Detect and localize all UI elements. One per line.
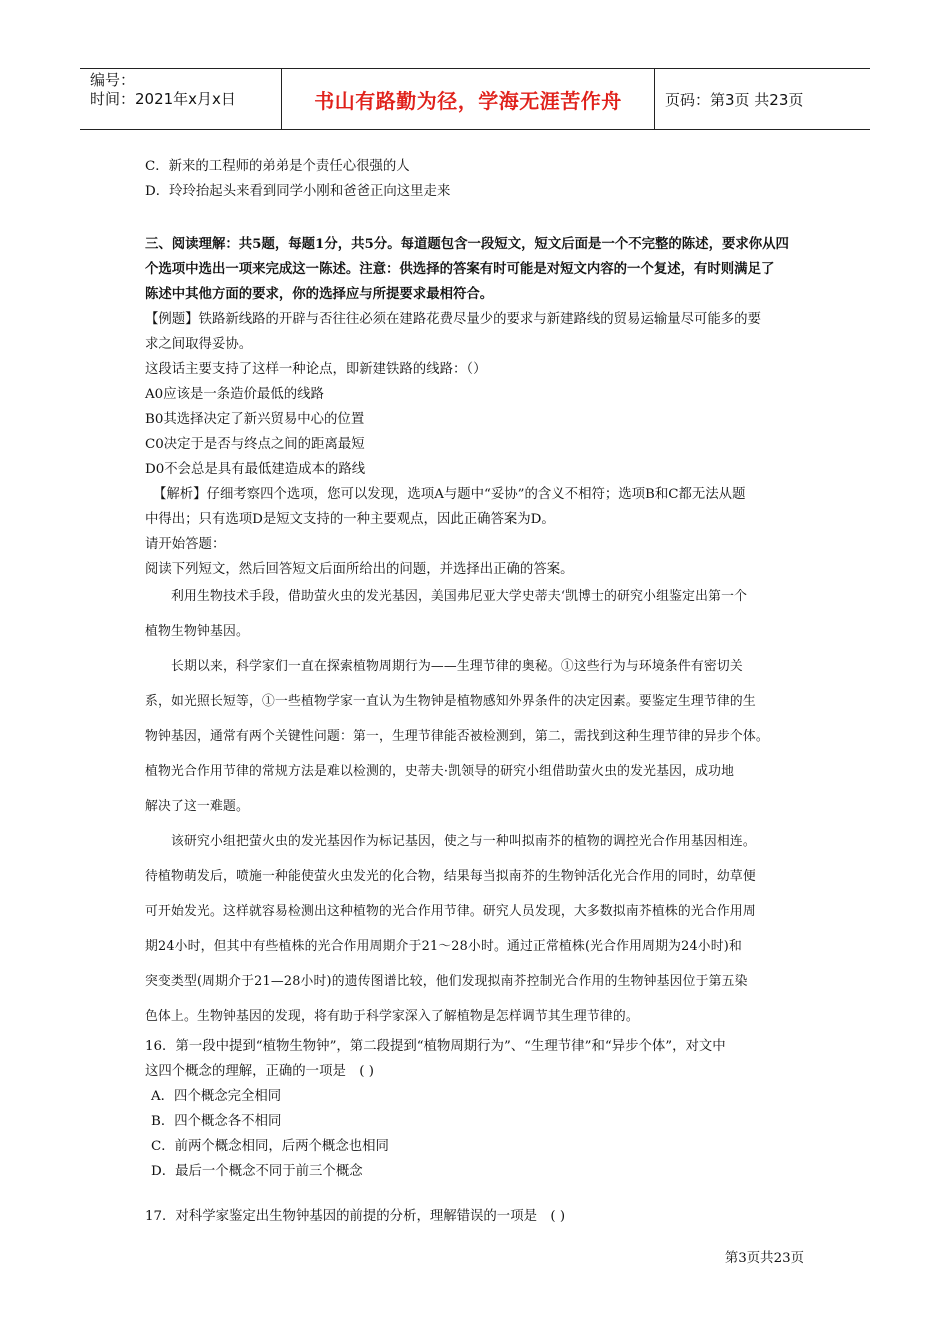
q17-stem: 17．对科学家鉴定出生物钟基因的前提的分析，理解错误的一项是 ( ) <box>145 1209 566 1224</box>
example-line-2: 求之间取得妥协。 <box>145 337 253 352</box>
example-question: 这段话主要支持了这样一种论点，即新建铁路的线路：（） <box>145 362 487 377</box>
document-body <box>145 154 810 1229</box>
section-instructions-1: 三、阅读理解：共5题，每题1分，共5分。每道题包含一段短文，短文后面是一个不完整的陈述，要求你从四 <box>145 236 789 252</box>
q16-stem-2: 这四个概念的理解，正确的一项是 ( ) <box>145 1064 374 1079</box>
q16-option-b: B．四个概念各不相同 <box>151 1114 282 1129</box>
example-option-b: B0其选择决定了新兴贸易中心的位置 <box>145 412 365 427</box>
passage-p2-line-2: 系，如光照长短等，①一些植物学家一直认为生物钟是植物感知外界条件的决定因素。要鉴定生理节律的生 <box>145 694 756 709</box>
option-d: D．玲玲抬起头来看到同学小刚和爸爸正向这里走来 <box>145 184 451 199</box>
number-label: 编号： <box>90 71 136 89</box>
passage-p2-line-5: 解决了这一难题。 <box>145 799 249 814</box>
page-footer: 第3页共23页 <box>724 1251 804 1266</box>
date-label: 时间：2021年x月x日 <box>90 90 236 108</box>
passage-p1-line-1: 利用生物技术手段，借助萤火虫的发光基因，美国弗尼亚大学史蒂夫‘凯博士的研究小组鉴定出第一个 <box>171 589 748 604</box>
page-info: 页码：第3页 共23页 <box>665 90 804 109</box>
passage-p2-line-4: 植物光合作用节律的常规方法是难以检测的，史蒂夫·凯领导的研究小组借助萤火虫的发光基因，成功地 <box>145 764 735 779</box>
analysis-line-1: 【解析】仔细考察四个选项，您可以发现，选项A与题中“妥协”的含义不相符；选项B和C都无法从题 <box>153 487 746 502</box>
q16-option-c: C．前两个概念相同，后两个概念也相同 <box>151 1139 389 1154</box>
option-c: C．新来的工程师的弟弟是个责任心很强的人 <box>145 159 410 174</box>
passage-p2-line-3: 物钟基因，通常有两个关键性问题：第一，生理节律能否被检测到，第二，需找到这种生理节律的异步个体。 <box>145 729 769 744</box>
passage-p3-line-6: 色体上。生物钟基因的发现，将有助于科学家深入了解植物是怎样调节其生理节律的。 <box>145 1009 639 1024</box>
header-left-cell <box>80 69 282 129</box>
analysis-line-2: 中得出；只有选项D是短文支持的一种主要观点，因此正确答案为D。 <box>145 512 555 527</box>
example-line-1: 【例题】铁路新线路的开辟与否往往必须在建路花费尽量少的要求与新建路线的贸易运输量尽可能多的要 <box>145 312 761 327</box>
q16-option-d: D．最后一个概念不同于前三个概念 <box>151 1164 363 1179</box>
passage-p3-line-4: 期24小时，但其中有些植株的光合作用周期介于21～28小时。通过正常植株(光合作用周期为24小时)和 <box>145 939 742 954</box>
motto: 书山有路勤为径，学海无涯苦作舟 <box>282 69 655 129</box>
section-instructions-2: 个选项中选出一项来完成这一陈述。注意：供选择的答案有时可能是对短文内容的一个复述，有时则满足了 <box>145 261 775 277</box>
q16-stem-1: 16．第一段中提到“植物生物钟”，第二段提到“植物周期行为”、“生理节律”和“异步个体”，对文中 <box>145 1039 726 1054</box>
passage-p3-line-3: 可开始发光。这样就容易检测出这种植物的光合作用节律。研究人员发现，大多数拟南芥植株的光合作用周 <box>145 904 756 919</box>
example-option-c: C0决定于是否与终点之间的距离最短 <box>145 437 365 452</box>
start-prompt: 请开始答题： <box>145 537 226 552</box>
example-option-a: A0应该是一条造价最低的线路 <box>145 387 324 402</box>
header-table <box>80 68 870 130</box>
passage-p3-line-2: 待植物萌发后，喷施一种能使萤火虫发光的化合物，结果每当拟南芥的生物钟活化光合作用的同时，幼草便 <box>145 869 756 884</box>
q16-option-a: A．四个概念完全相同 <box>151 1089 282 1104</box>
section-instructions-3: 陈述中其他方面的要求，你的选择应与所提要求最相符合。 <box>145 286 494 302</box>
directive: 阅读下列短文，然后回答短文后面所给出的问题，并选择出正确的答案。 <box>145 562 574 577</box>
passage-p3-line-5: 突变类型(周期介于21—28小时)的遗传图谱比较，他们发现拟南芥控制光合作用的生物钟基因位于第五染 <box>145 974 748 989</box>
example-option-d: D0不会总是具有最低建造成本的路线 <box>145 462 366 477</box>
passage-p1-line-2: 植物生物钟基因。 <box>145 624 249 639</box>
passage-p2-line-1: 长期以来，科学家们一直在探索植物周期行为——生理节律的奥秘。①这些行为与环境条件有密切关 <box>171 659 743 674</box>
passage-p3-line-1: 该研究小组把萤火虫的发光基因作为标记基因，使之与一种叫拟南芥的植物的调控光合作用基因相连。 <box>171 834 756 849</box>
